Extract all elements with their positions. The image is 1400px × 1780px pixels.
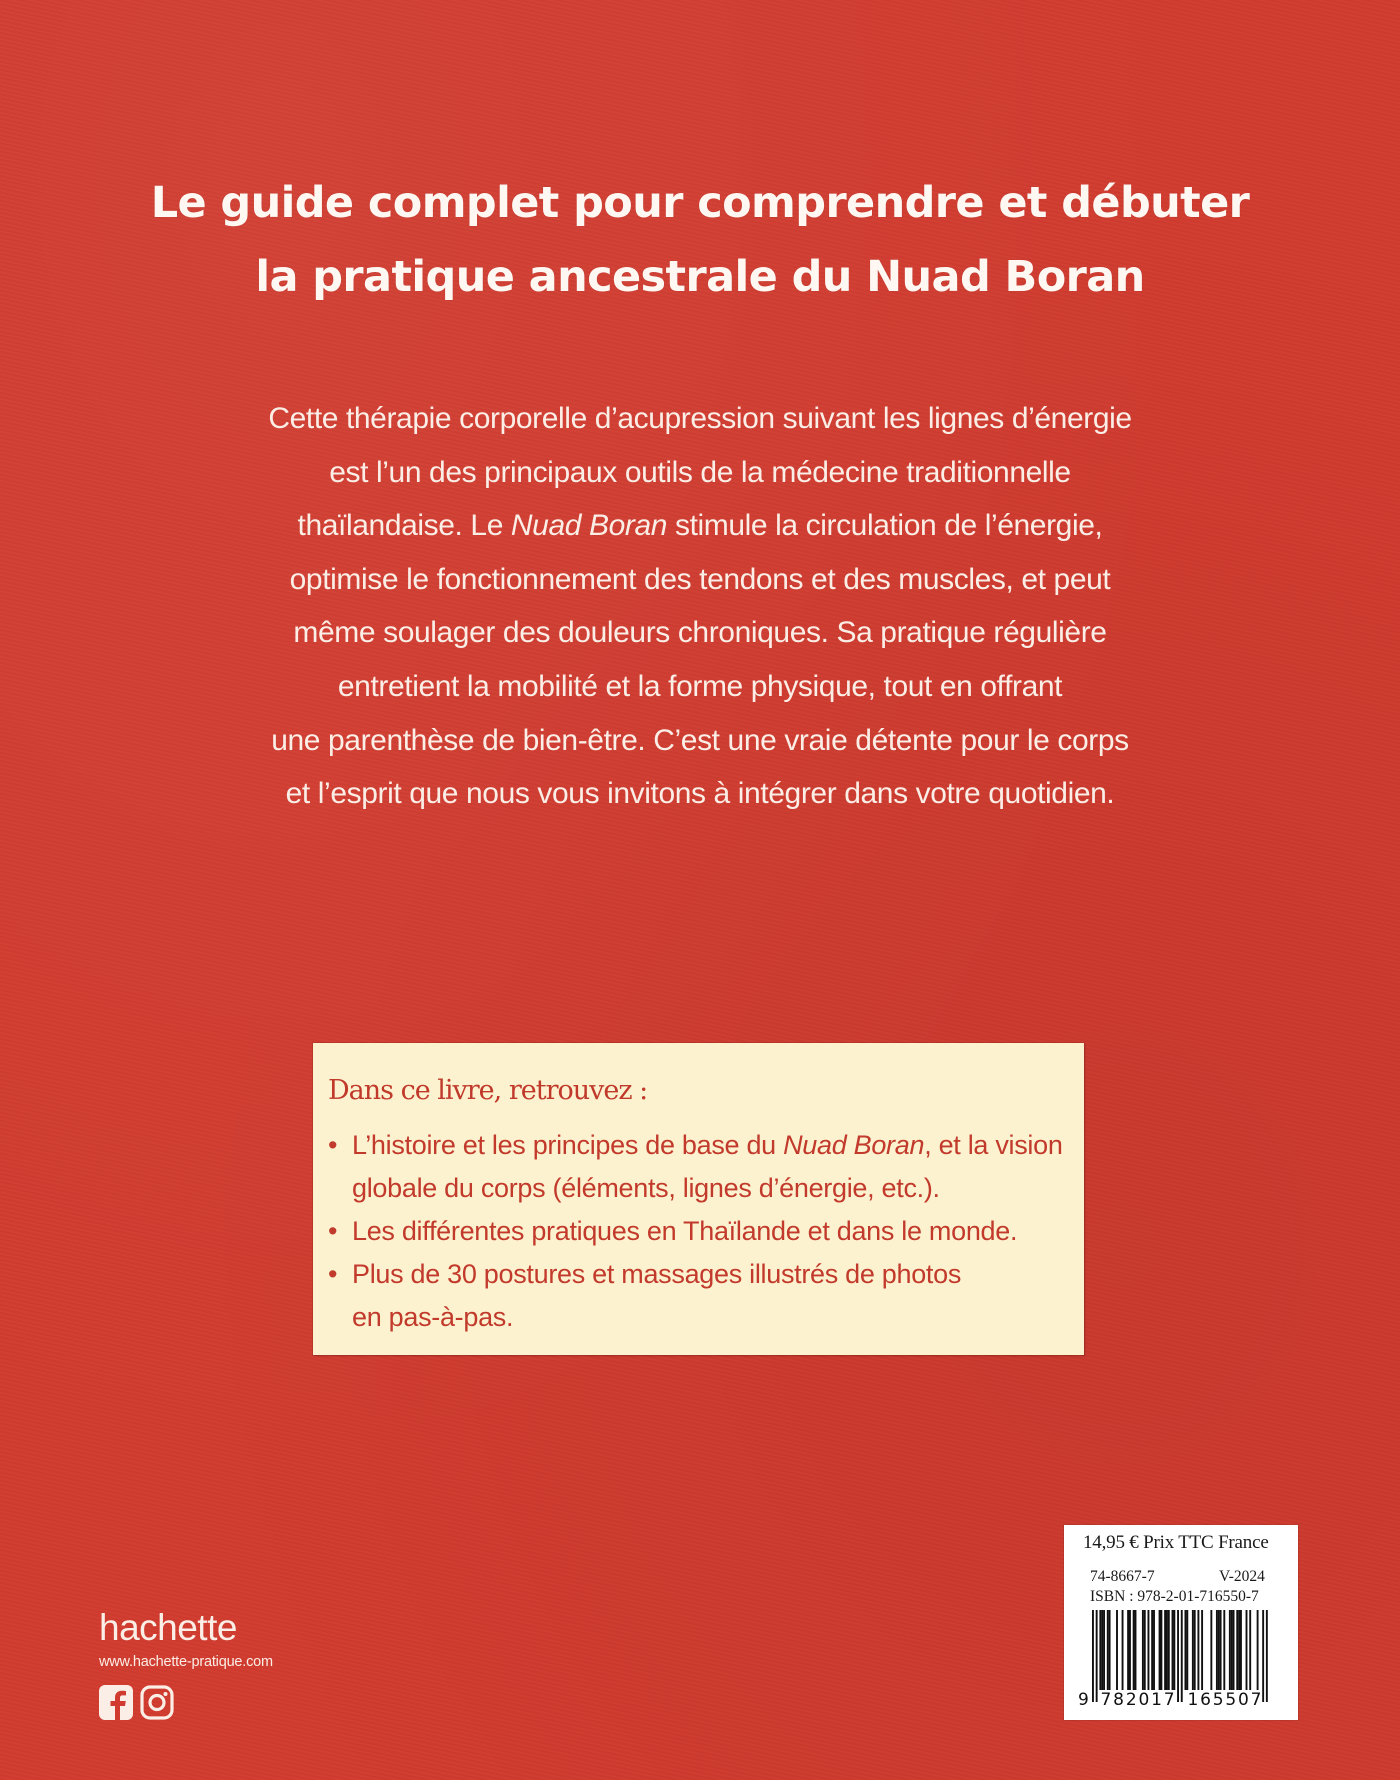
list-item-line: globale du corps (éléments, lignes d’énergie, etc.). [352,1173,940,1203]
barcode-label [1064,1525,1298,1720]
bullet-icon: • [328,1216,338,1246]
list-item-text: L’histoire et les principes de base du [352,1130,784,1160]
facebook-icon[interactable] [99,1685,133,1720]
description-line: est l’un des principaux outils de la médecine traditionnelle [329,455,1071,489]
version-code: V-2024 [1219,1568,1265,1585]
description-line: et l’esprit que nous vous invitons à intégrer dans votre quotidien. [285,777,1115,811]
headline-line-2: la pratique ancestrale du Nuad Boran [255,252,1145,302]
description-line: optimise le fonctionnement des tendons et des muscles, et peut [289,562,1111,596]
highlights-list [328,1124,1063,1339]
svg-text:9: 9 [1078,1690,1089,1706]
description-text: stimule la circulation de l’énergie, [667,509,1103,543]
description-line: une parenthèse de bien-être. C’est une vraie détente pour le corps [271,723,1129,757]
description-italic-term: Nuad Boran [510,509,668,543]
list-item-line: Plus de 30 postures et massages illustrés de photos [352,1259,962,1289]
isbn: ISBN : 978-2-01-716550-7 [1090,1588,1259,1605]
svg-text:782017: 782017 [1100,1690,1175,1706]
publisher-url[interactable]: www.hachette-pratique.com [99,1654,273,1670]
list-item-line [352,1124,1063,1167]
price: 14,95 € Prix TTC France [1083,1532,1269,1553]
list-item-line: en pas-à-pas. [352,1302,514,1332]
barcode-icon [1078,1610,1288,1706]
list-item-italic-term: Nuad Boran [783,1130,925,1160]
list-item-line: Les différentes pratiques en Thaïlande et dans le monde. [352,1216,1018,1246]
description-text: thaïlandaise. Le [297,509,511,543]
publisher-block [99,1605,273,1671]
svg-text:165507: 165507 [1187,1690,1262,1706]
publisher-logo: hachette [99,1607,237,1648]
social-links [99,1685,174,1720]
description-paragraph [0,392,1400,821]
product-code: 74-8667-7 [1090,1568,1155,1585]
description-line [0,499,1400,553]
description-line: même soulager des douleurs chroniques. Sa pratique régulière [293,616,1107,650]
description-line: Cette thérapie corporelle d’acupression suivant les lignes d’énergie [268,402,1132,435]
bullet-icon: • [328,1259,338,1289]
instagram-icon[interactable] [140,1685,174,1720]
description-line: entretient la mobilité et la forme physique, tout en offrant [337,669,1063,703]
headline-line-1: Le guide complet pour comprendre et débuter [150,178,1250,228]
highlights-heading: Dans ce livre, retrouvez : [328,1075,648,1106]
headline [0,166,1400,314]
list-item-text: , et la vision [924,1130,1063,1160]
list-item [328,1253,1063,1339]
list-item [328,1210,1063,1253]
list-item [328,1124,1063,1210]
highlights-box [313,1043,1084,1355]
bullet-icon: • [328,1130,338,1160]
